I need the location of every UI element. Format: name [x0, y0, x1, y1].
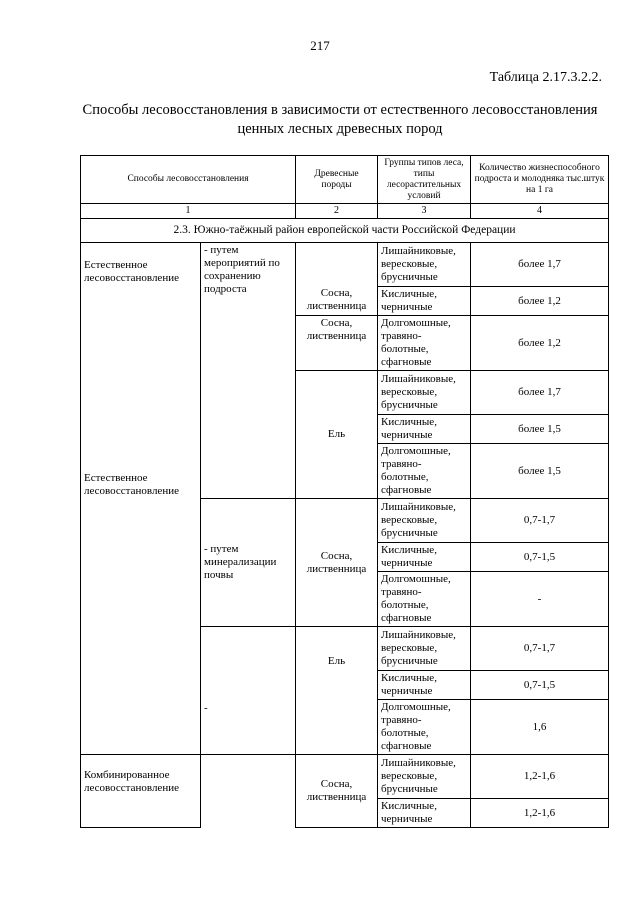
document-title: Способы лесовосстановления в зависимости от естественного лесовосстановления ценных лесных древесных пород	[82, 102, 598, 137]
reforestation-table	[80, 155, 609, 828]
col-number: 3	[378, 204, 471, 219]
header-species: Древесные породы	[296, 156, 378, 204]
quantity-cell: более 1,5	[471, 415, 609, 444]
quantity-cell: 0,7-1,5	[471, 543, 609, 572]
quantity-cell: более 1,7	[471, 243, 609, 287]
table-row	[81, 627, 609, 671]
species-cell: Ель	[296, 627, 378, 755]
forest-type-cell: Лишайниковые, вересковые, брусничные	[378, 755, 471, 799]
col-number: 2	[296, 204, 378, 219]
forest-type-cell: Кисличные, черничные	[378, 287, 471, 316]
forest-type-cell: Долгомошные, травяно-болотные, сфагновые	[378, 700, 471, 755]
quantity-cell: 0,7-1,7	[471, 499, 609, 543]
species-cell: Сосна, лиственница	[296, 755, 378, 828]
quantity-cell: 1,2-1,6	[471, 799, 609, 828]
quantity-cell: более 1,7	[471, 371, 609, 415]
col-number: 1	[81, 204, 296, 219]
table-row	[81, 499, 609, 543]
forest-type-cell: Лишайниковые, вересковые, брусничные	[378, 371, 471, 415]
quantity-cell: -	[471, 572, 609, 627]
header-quantity: Количество жизнеспособного подроста и молодняка тыс.штук на 1 га	[471, 156, 609, 204]
quantity-cell: 0,7-1,7	[471, 627, 609, 671]
forest-type-cell: Долгомошные, травяно-болотные, сфагновые	[378, 444, 471, 499]
method-combined: Комбинированное лесовосстановление	[81, 755, 201, 799]
species-cell: Ель	[296, 371, 378, 499]
forest-type-cell: Лишайниковые, вересковые, брусничные	[378, 499, 471, 543]
column-number-row	[81, 204, 609, 219]
table-label: Таблица 2.17.3.2.2.	[489, 70, 602, 85]
method-natural: Естественное лесовосстановление	[81, 444, 201, 499]
quantity-cell: более 1,2	[471, 316, 609, 371]
quantity-cell: более 1,2	[471, 287, 609, 316]
quantity-cell: 0,7-1,5	[471, 671, 609, 700]
header-forest-types: Группы типов леса, типы лесорастительных условий	[378, 156, 471, 204]
forest-type-cell: Лишайниковые, вересковые, брусничные	[378, 627, 471, 671]
quantity-cell: 1,2-1,6	[471, 755, 609, 799]
forest-type-cell: Долгомошные, травяно-болотные, сфагновые	[378, 316, 471, 371]
method-natural: Естественное лесовосстановление	[81, 243, 201, 287]
region-row	[81, 219, 609, 243]
table-row	[81, 316, 609, 371]
table-row	[81, 243, 609, 287]
header-row	[81, 156, 609, 204]
species-cell: Сосна, лиственница	[296, 316, 378, 371]
region-heading: 2.3. Южно-таёжный район европейской части Российской Федерации	[81, 219, 609, 243]
forest-type-cell: Кисличные, черничные	[378, 799, 471, 828]
table-row	[81, 755, 609, 799]
forest-type-cell: Кисличные, черничные	[378, 543, 471, 572]
page-number: 217	[310, 38, 330, 53]
header-methods: Способы лесовосстановления	[81, 156, 296, 204]
quantity-cell: более 1,5	[471, 444, 609, 499]
species-cell: Сосна, лиственница	[296, 499, 378, 627]
submethod-preservation: - путем мероприятий по сохранению подроста	[201, 243, 296, 499]
quantity-cell: 1,6	[471, 700, 609, 755]
table-row	[81, 371, 609, 415]
submethod-dash: -	[201, 627, 296, 755]
submethod-mineralization: - путем минерализации почвы	[201, 499, 296, 627]
forest-type-cell: Лишайниковые, вересковые, брусничные	[378, 243, 471, 287]
species-cell: Сосна, лиственница	[296, 243, 378, 316]
forest-type-cell: Кисличные, черничные	[378, 415, 471, 444]
col-number: 4	[471, 204, 609, 219]
forest-type-cell: Кисличные, черничные	[378, 671, 471, 700]
forest-type-cell: Долгомошные, травяно-болотные, сфагновые	[378, 572, 471, 627]
